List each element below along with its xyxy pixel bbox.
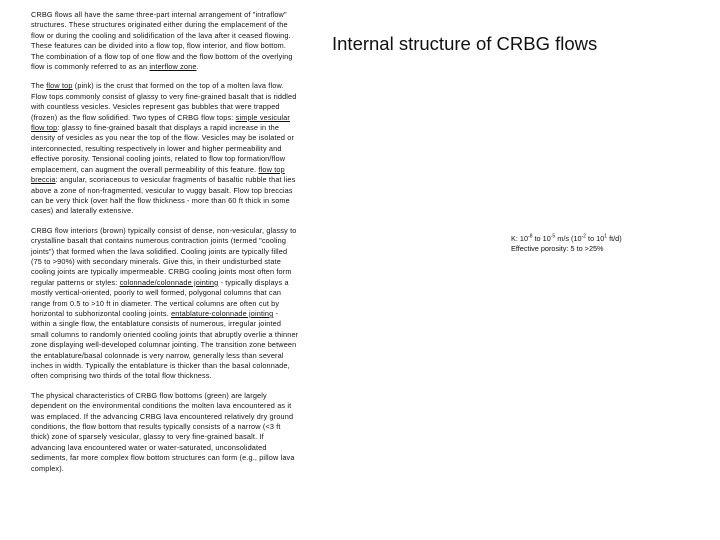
perm-exponent: 1 [604,233,608,240]
perm-text: to 10 [532,234,551,243]
perm-text: to 10 [586,234,605,243]
flow-top-text: : glassy to fine-grained basalt that displays a rapid increase in the density of vesicles as you near the top of the flow. Vesicles may be isolated or interconnected, resulting respectively in lower and higher permeability and effective porosity. Tensional cooling joints, related to flow top formation/flow emplacement, can augment the overall permeability of this feature. [31,123,295,174]
intro-paragraph [31,10,299,72]
intro-text: CRBG flows all have the same three-part internal arrangement of "intraflow" structures. These structures originated either during the emplacement of the flow or during the cooling and solidification of the lava after it ceased flowing. These features can be divided into a flow top, flow interior, and flow bottom. The combination of a flow top of one flow and the flow bottom of the overlying flow is commonly referred to as an [31,10,293,72]
flow-interior-paragraph [31,226,299,382]
simple-vesicular-term: simple vesicular flow top [31,112,290,133]
flow-top-term: flow top [46,81,73,91]
flow-top-text: : angular, scoriaceous to vesicular fragments of basaltic rubble that lies above a zone of non-fragmented, vesicular to vuggy basalt. Flow top breccias can be very thick (over half the flow thickness - more than 60 ft thick in some cases) and laterally extensive. [31,175,296,216]
permeability-label [511,234,711,244]
intro-text-end: . [196,62,199,72]
perm-exponent: -5 [550,233,556,240]
colonnade-term: colonnade/colonnade jointing [119,277,219,287]
flow-bottom-paragraph: The physical characteristics of CRBG flow bottoms (green) are largely dependent on the environmental conditions the molten lava encountered as it was emplaced. If the advancing CRBG lava encountered relatively dry ground conditions, the flow bottom that results typically consists of a narrow (<3 ft thick) zone of sparsely vesicular, glassy to very fine-grained basalt. If advancing lava encountered water or water-saturated, unconsolidated sediments, far more complex flow bottom structures can form (e.g., pillow lava complex). [31,390,295,473]
slide-title: Internal structure of CRBG flows [332,33,598,54]
flow-interior-text: CRBG flow interiors (brown) typically consist of dense, non-vesicular, glassy to crystalline basalt that contains numerous contraction joints (termed "cooling joints") that formed when the lava solidified. Cooling joints are typically filled (75 to >90%) with secondary minerals. Give this, in their undisturbed state cooling joints are typically impermeable. CRBG cooling joints most often form regular patterns or styles: [31,225,297,287]
perm-text: m/s (10 [555,234,582,243]
perm-text: K: 10 [511,234,529,243]
perm-exponent: -8 [528,233,533,240]
flow-top-breccia-term: flow top breccia [31,164,285,185]
flow-top-text: (pink) is the crust that formed on the top of a molten lava flow. Flow tops commonly consist of glassy to very fine-grained basalt that is riddled with countless vesicles. Vesicles represent gas bubbles that were trapped (frozen) as the flow solidified. Two types of CRBG flow tops: [31,81,297,122]
flow-interior-text: - within a single flow, the entablature consists of numerous, irregular jointed small columns to randomly oriented cooling joints that abruptly overlie a thinner zone displaying well-developed columnar jointing. The transition zone between the entablature/basal colonnade is very narrow, generally less than several inches in width. Typically the entablature is thicker than the basal colonnade, often comprising two thirds of the total flow thickness. [31,308,299,381]
porosity-label: Effective porosity: 5 to >25% [511,244,604,253]
perm-text: ft/d) [607,234,622,243]
perm-exponent: -2 [581,233,587,240]
interflow-zone-term: interflow zone [149,62,197,72]
flow-top-text: The [31,81,47,91]
body-text-column [31,10,299,483]
flow-top-paragraph [31,81,299,216]
flow-interior-text: - typically displays a mostly vertical-oriented, poorly to well formed, polygonal columns that can range from 0.5 to >10 ft in diameter. The vertical columns are often cut by horizontal to subhorizontal cooling joints. [31,277,289,318]
entablature-term: entablature-colonnade jointing [171,308,274,318]
